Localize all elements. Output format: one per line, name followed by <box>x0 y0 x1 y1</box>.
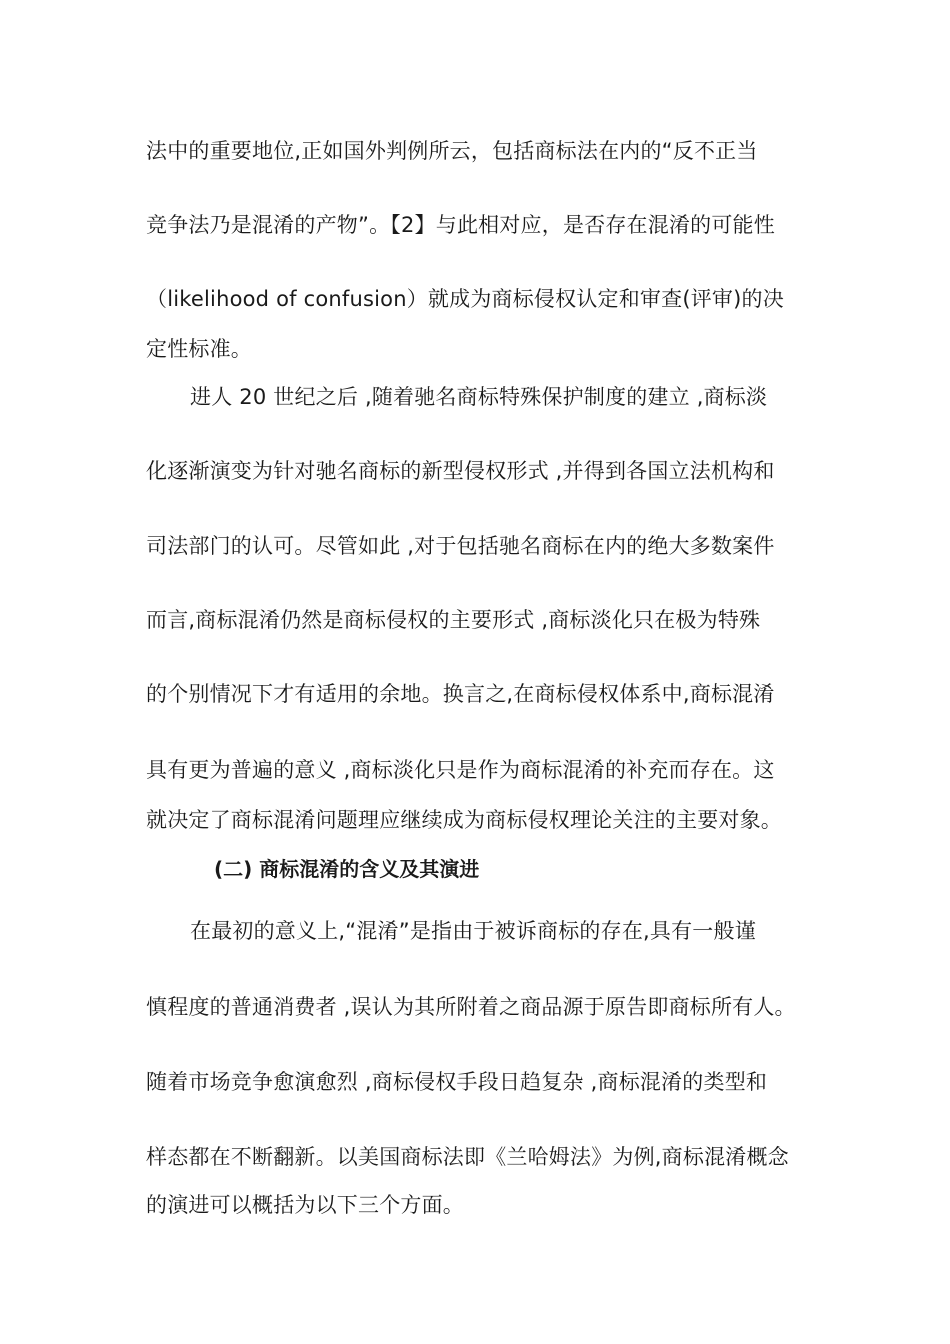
text-line: 随着市场竞争愈演愈烈 ,商标侵权手段日趋复杂 ,商标混淆的类型和 <box>146 1070 768 1094</box>
text-line: 的演进可以概括为以下三个方面。 <box>146 1193 464 1217</box>
text-line: 具有更为普遍的意义 ,商标淡化只是作为商标混淆的补充而存在。这 <box>146 758 775 782</box>
text-line: 化逐渐演变为针对驰名商标的新型侵权形式 ,并得到各国立法机构和 <box>146 459 775 483</box>
text-line: 定性标准。 <box>146 337 252 361</box>
text-line: （likelihood of confusion）就成为商标侵权认定和审查(评审)的决 <box>146 287 784 311</box>
text-line: 法中的重要地位,正如国外判例所云，包括商标法在内的“反不正当 <box>146 139 758 163</box>
text-line: 而言,商标混淆仍然是商标侵权的主要形式 ,商标淡化只在极为特殊 <box>146 608 761 632</box>
text-line: 竞争法乃是混淆的产物”。【2】与此相对应，是否存在混淆的可能性 <box>146 213 775 237</box>
paragraph-first-line: 进人 20 世纪之后 ,随着驰名商标特殊保护制度的建立 ,商标淡 <box>190 385 768 409</box>
section-heading: (二) 商标混淆的含义及其演进 <box>214 857 480 881</box>
text-line: 样态都在不断翻新。以美国商标法即《兰哈姆法》为例,商标混淆概念 <box>146 1145 789 1169</box>
paragraph-first-line: 在最初的意义上,“混淆”是指由于被诉商标的存在,具有一般谨 <box>190 919 756 943</box>
text-line: 司法部门的认可。尽管如此 ,对于包括驰名商标在内的绝大多数案件 <box>146 534 775 558</box>
text-line: 就决定了商标混淆问题理应继续成为商标侵权理论关注的主要对象。 <box>146 808 782 832</box>
text-line: 的个别情况下才有适用的余地。换言之,在商标侵权体系中,商标混淆 <box>146 682 775 706</box>
text-line: 慎程度的普通消费者 ,误认为其所附着之商品源于原告即商标所有人。 <box>146 995 796 1019</box>
